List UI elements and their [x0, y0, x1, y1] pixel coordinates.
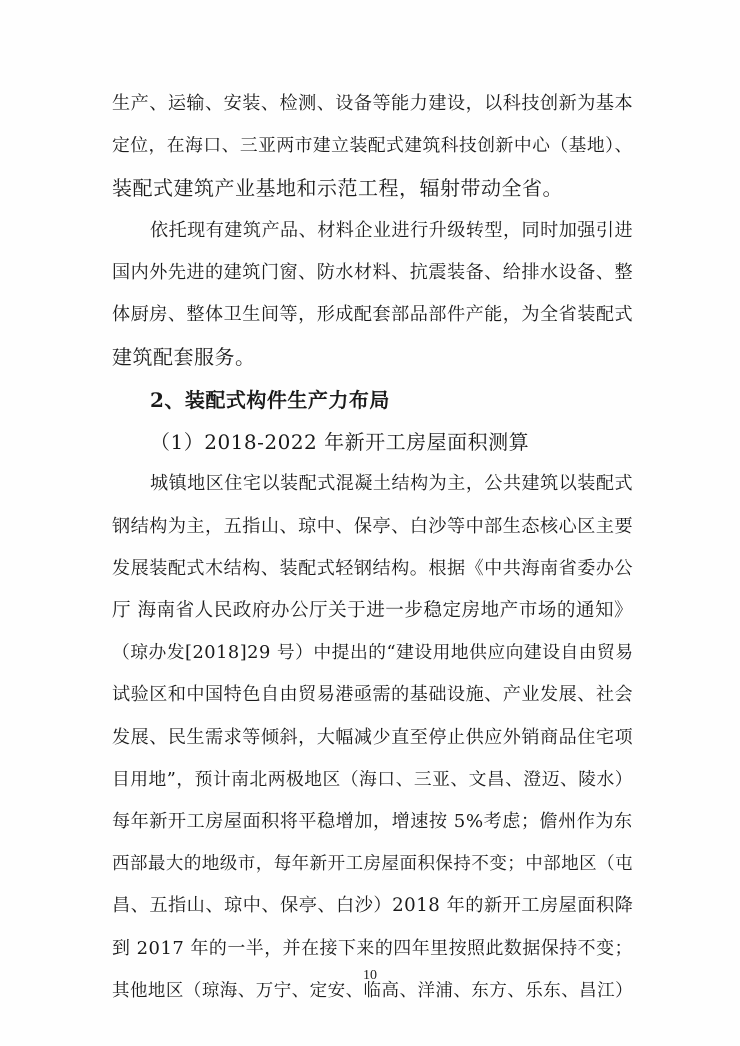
section-heading: 2、装配式构件生产力布局 — [150, 388, 390, 412]
body-text-line: 体厨房、整体卫生间等，形成配套部品部件产能，为全省装配式 — [112, 304, 634, 325]
body-text-line: 目用地”，预计南北两极地区（海口、三亚、文昌、澄迈、陵水） — [112, 769, 634, 790]
body-text-line: 其他地区（琼海、万宁、定安、临高、洋浦、东方、乐东、昌江） — [112, 981, 634, 1001]
paragraph-first-line: 依托现有建筑产品、材料企业进行升级转型，同时加强引进 — [150, 220, 634, 241]
body-text-line: 钢结构为主，五指山、琼中、保亭、白沙等中部生态核心区主要 — [112, 516, 634, 537]
body-text-line: 发展、民生需求等倾斜，大幅减少直至停止供应外销商品住宅项 — [112, 727, 634, 748]
body-text-line: 装配式建筑产业基地和示范工程，辐射带动全省。 — [112, 176, 563, 200]
body-text-line: 国内外先进的建筑门窗、防水材料、抗震装备、给排水设备、整 — [112, 262, 634, 283]
body-text-line: 定位，在海口、三亚两市建立装配式建筑科技创新中心（基地）、 — [112, 135, 633, 156]
body-text-line: 昌、五指山、琼中、保亭、白沙）2018 年的新开工房屋面积降 — [112, 895, 634, 916]
body-text-line: 厅 海南省人民政府办公厅关于进一步稳定房地产市场的通知》 — [112, 600, 634, 621]
body-text-line: 到 2017 年的一半，并在接下来的四年里按照此数据保持不变； — [112, 938, 633, 959]
subsection-heading: （1）2018-2022 年新开工房屋面积测算 — [150, 430, 530, 454]
body-text-line: 发展装配式木结构、装配式轻钢结构。根据《中共海南省委办公 — [112, 558, 634, 579]
body-text-line: 每年新开工房屋面积将平稳增加，增速按 5%考虑；儋州作为东 — [112, 811, 633, 832]
body-text-line: 生产、运输、安装、检测、设备等能力建设，以科技创新为基本 — [112, 93, 634, 114]
paragraph-first-line: 城镇地区住宅以装配式混凝土结构为主，公共建筑以装配式 — [150, 473, 634, 494]
body-text-line: （琼办发[2018]29 号）中提出的“建设用地供应向建设自由贸易 — [112, 642, 634, 663]
body-text-line: 试验区和中国特色自由贸易港亟需的基础设施、产业发展、社会 — [112, 684, 634, 705]
page-number: 10 — [363, 968, 377, 983]
body-text-line: 建筑配套服务。 — [112, 345, 256, 369]
body-text-line: 西部最大的地级市，每年新开工房屋面积保持不变；中部地区（屯 — [112, 854, 634, 874]
